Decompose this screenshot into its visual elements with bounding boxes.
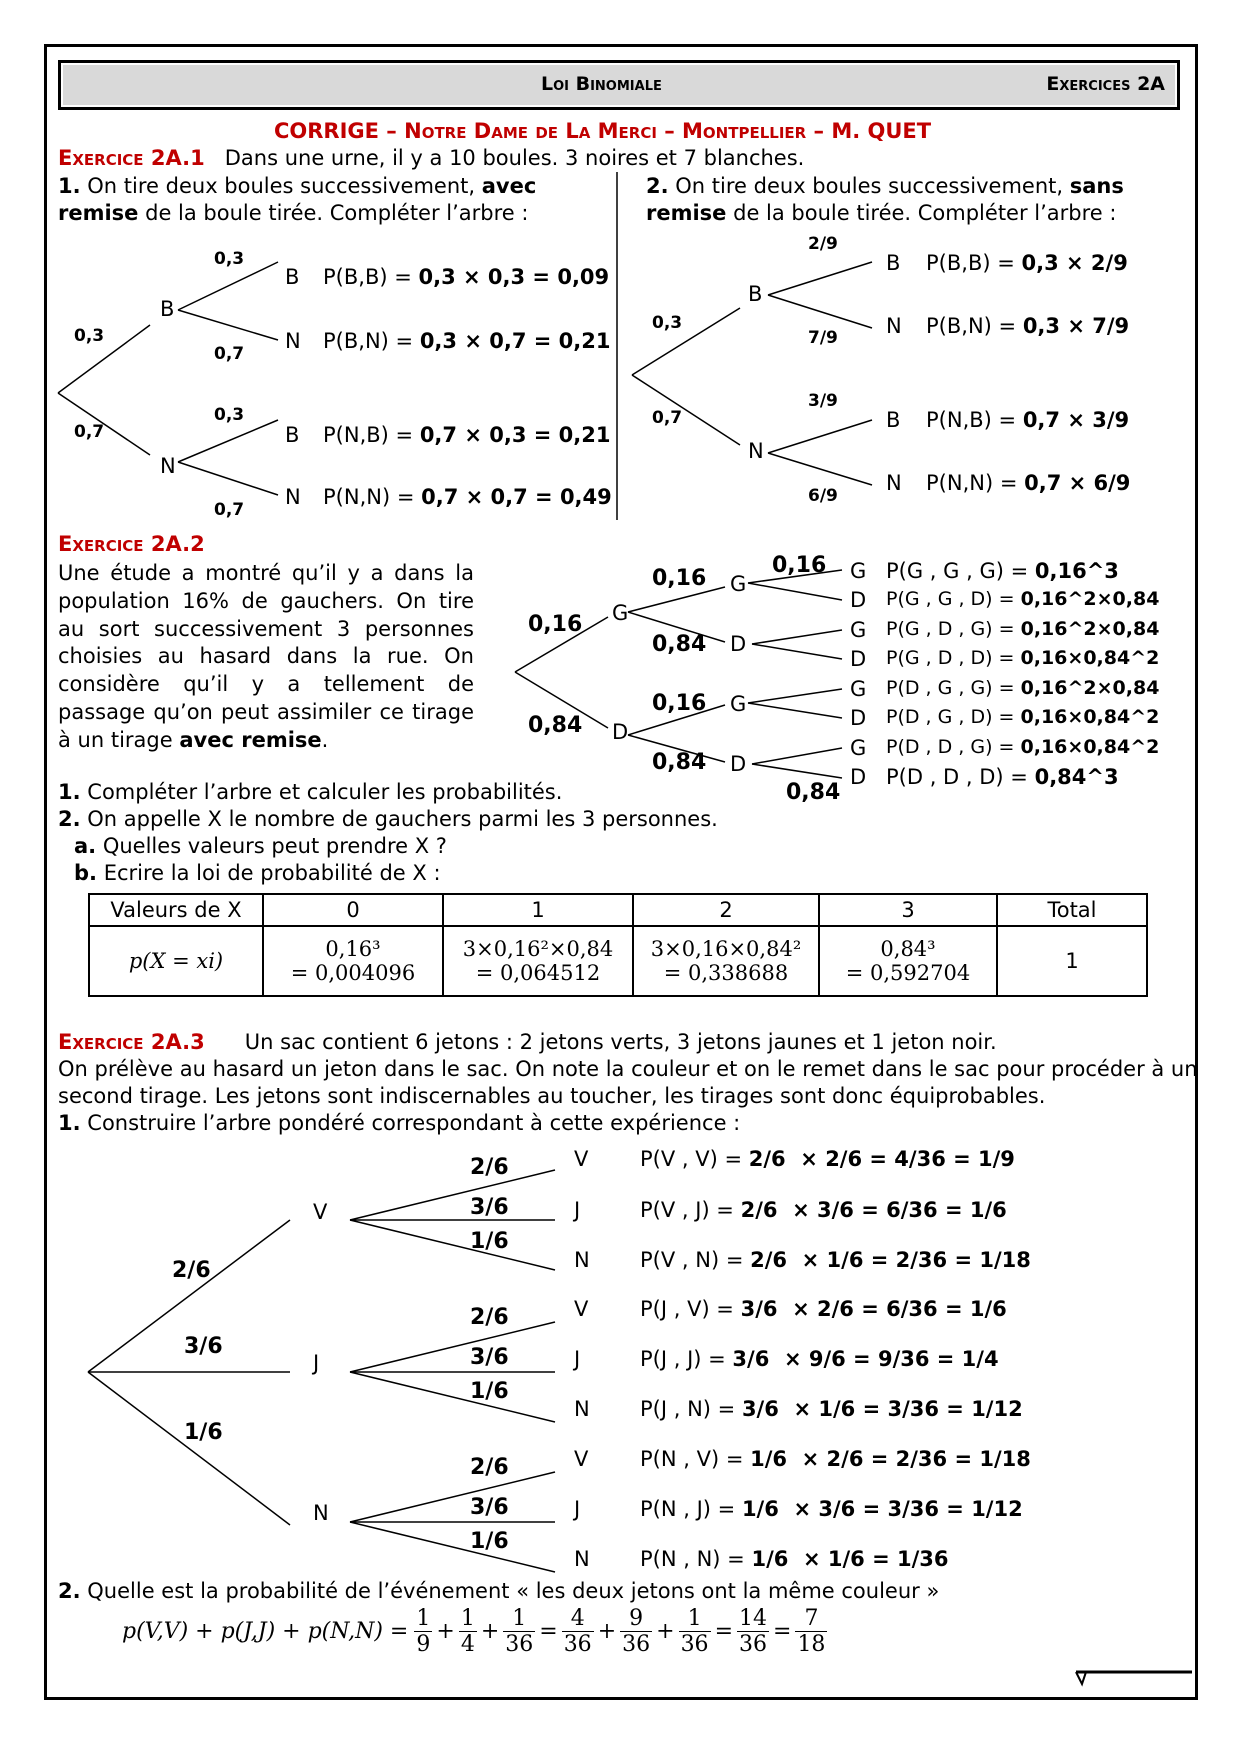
table-row-label: p(X = xi) [89,926,263,996]
t1-leaf-2: N [285,329,301,353]
t2-leaf-4: N [886,471,902,495]
table-header: 3 [819,894,997,926]
ex1-q2-line1: 2. On tire deux boules successivement, sans [646,174,1124,198]
ex3-sub-prob: 3/6 [470,1195,509,1220]
ex3-result-row: P(V , V) = 2/6 × 2/6 = 4/36 = 1/9 [640,1147,1015,1171]
table-header: 2 [633,894,819,926]
operator: + [656,1619,675,1644]
ex3-title: Exercice 2A.3 [58,1030,205,1054]
t1-result-4: P(N,N) = 0,7 × 0,7 = 0,49 [323,485,612,509]
ex3-result-row: P(N , N) = 1/6 × 1/6 = 1/36 [640,1547,949,1571]
ex2-leaf: G [850,736,867,760]
ex2-result-row: P(D , G , G) = 0,16^2×0,84 [886,677,1160,699]
ex3-q2: 2. Quelle est la probabilité de l’événement « les deux jetons ont la même couleur » [58,1579,940,1603]
ex2-p-dd: 0,84 [652,750,707,775]
t2-p-n: 0,7 [652,408,683,428]
t1-result-2: P(B,N) = 0,3 × 0,7 = 0,21 [323,329,611,353]
formula-lhs: p(V,V) + p(J,J) + p(N,N) = [122,1619,409,1644]
t2-leaf-3: B [886,408,901,432]
ex3-sub-prob: 2/6 [470,1155,509,1180]
header-title: Loi Binomiale [541,73,662,95]
ex3-leaf: N [574,1547,590,1571]
fraction: $\frac{9}{36}$ [622,1606,651,1657]
ex3-leaf: N [574,1248,590,1272]
t2-result-4: P(N,N) = 0,7 × 6/9 [926,471,1131,495]
operator: + [597,1619,617,1644]
ex2-result-row: P(G , D , D) = 0,16×0,84^2 [886,647,1160,669]
table-cell: 0,16³ = 0,004096 [263,926,443,996]
ex2-p-g: 0,16 [528,612,583,637]
ex2-node-gg: G [730,572,747,596]
fraction: $\frac{7}{18}$ [797,1606,826,1657]
ex3-line3: second tirage. Les jetons sont indiscernables au toucher, les tirages sont donc équiprobables. [58,1084,1046,1108]
t1-result-1: P(B,B) = 0,3 × 0,3 = 0,09 [323,265,610,289]
operator: + [480,1619,500,1644]
ex3-result-row: P(J , N) = 3/6 × 1/6 = 3/36 = 1/12 [640,1397,1023,1421]
fraction: $\frac{14}{36}$ [739,1606,767,1657]
ex2-p-ddd: 0,84 [786,780,841,805]
ex2-result-row: P(D , D , D) = 0,84^3 [886,765,1119,789]
ex3-intro: Un sac contient 6 jetons : 2 jetons verts, 3 jetons jaunes et 1 jeton noir. [244,1030,997,1054]
ex2-node-gd: D [730,632,747,656]
t1-leaf-4: N [285,485,301,509]
ex3-result-row: P(V , J) = 2/6 × 3/6 = 6/36 = 1/6 [640,1198,1007,1222]
table-header: Valeurs de X [89,894,263,926]
ex3-node-v: V [313,1200,328,1224]
ex3-p-v: 2/6 [172,1258,211,1283]
t2-p-bb: 2/9 [808,234,838,254]
ex3-formula [122,1606,829,1657]
ex3-node-j: J [313,1351,320,1375]
table-cell: 0,84³ = 0,592704 [819,926,997,996]
ex2-node-d: D [612,720,629,744]
fraction: $\frac{1}{4}$ [460,1606,475,1657]
table-cell: 3×0,16×0,84² = 0,338688 [633,926,819,996]
ex3-sub-prob: 1/6 [470,1229,509,1254]
table-header: Total [997,894,1147,926]
ex2-leaf: G [850,677,867,701]
ex3-leaf: N [574,1397,590,1421]
ex3-sub-prob: 3/6 [470,1345,509,1370]
t2-result-3: P(N,B) = 0,7 × 3/9 [926,408,1130,432]
ex2-p-ggg: 0,16 [772,553,827,578]
table-header: 0 [263,894,443,926]
t1-leaf-3: B [285,423,300,447]
fraction: $\frac{4}{36}$ [563,1606,592,1657]
t1-p-bn: 0,7 [214,344,245,364]
t2-p-b: 0,3 [652,313,683,333]
ex3-leaf: V [574,1297,589,1321]
t2-node-b: B [748,282,763,306]
ex3-leaf: V [574,1147,589,1171]
ex2-leaf: G [850,618,867,642]
ex2-node-g: G [612,601,629,625]
t1-p-nb: 0,3 [214,405,245,425]
subtitle: CORRIGE – Notre Dame de La Merci – Montpellier – M. QUET [274,119,932,143]
t1-node-n: N [160,454,176,478]
ex3-sub-prob: 3/6 [470,1495,509,1520]
ex2-p-d: 0,84 [528,713,583,738]
ex3-node-n: N [313,1501,329,1525]
ex2-result-row: P(G , G , D) = 0,16^2×0,84 [886,588,1160,610]
t2-p-bn: 7/9 [808,328,838,348]
ex2-p-dg: 0,16 [652,691,707,716]
operator: + [436,1619,455,1644]
t2-leaf-1: B [886,251,901,275]
ex3-sub-prob: 2/6 [470,1305,509,1330]
table-cell: 3×0,16²×0,84 = 0,064512 [443,926,633,996]
ex2-title: Exercice 2A.2 [58,532,205,556]
ex3-result-row: P(N , V) = 1/6 × 2/6 = 2/36 = 1/18 [640,1447,1031,1471]
ex2-qa: a. Quelles valeurs peut prendre X ? [74,834,447,858]
ex3-sub-prob: 1/6 [470,1529,509,1554]
ex3-leaf: J [574,1497,581,1521]
ex2-leaf: D [850,765,867,789]
t2-node-n: N [748,439,764,463]
ex1-title: Exercice 2A.1 [58,146,205,170]
ex3-sub-prob: 1/6 [470,1379,509,1404]
ex2-leaf: D [850,706,867,730]
ex3-leaf: J [574,1347,581,1371]
t2-p-nb: 3/9 [808,391,838,411]
ex2-qb: b. Ecrire la loi de probabilité de X : [74,861,441,885]
t1-result-3: P(N,B) = 0,7 × 0,3 = 0,21 [323,423,611,447]
ex3-result-row: P(J , V) = 3/6 × 2/6 = 6/36 = 1/6 [640,1297,1007,1321]
fraction: $\frac{1}{36}$ [680,1606,709,1657]
t2-leaf-2: N [886,314,902,338]
ex3-line2: On prélève au hasard un jeton dans le sac. On note la couleur et on le remet dans le sac pour procéder à un [58,1057,1198,1081]
ex3-p-j: 3/6 [184,1334,223,1359]
ex2-node-dg: G [730,692,747,716]
t1-leaf-1: B [285,265,300,289]
ex2-q2: 2. On appelle X le nombre de gauchers parmi les 3 personnes. [58,807,718,831]
fraction: $\frac{1}{9}$ [416,1606,431,1657]
t1-p-b: 0,3 [74,326,105,346]
t2-p-nn: 6/9 [808,486,838,506]
t1-p-n: 0,7 [74,422,105,442]
ex2-result-row: P(D , D , G) = 0,16×0,84^2 [886,736,1160,758]
ex1-q1-line1: 1. On tire deux boules successivement, avec [58,174,537,198]
ex3-leaf: V [574,1447,589,1471]
ex1-q2-line2: remise de la boule tirée. Compléter l’arbre : [646,201,1117,225]
ex2-leaf: D [850,588,867,612]
operator: = [539,1619,558,1644]
ex2-p-gg: 0,16 [652,566,707,591]
ex2-q1: 1. Compléter l’arbre et calculer les probabilités. [58,780,563,804]
ex3-result-row: P(J , J) = 3/6 × 9/6 = 9/36 = 1/4 [640,1347,999,1371]
ex2-leaf: D [850,647,867,671]
ex3-leaf: J [574,1198,581,1222]
ex2-p-gd: 0,84 [652,632,707,657]
ex3-p-n: 1/6 [184,1420,223,1445]
fraction: $\frac{1}{36}$ [505,1606,534,1657]
ex3-q1: 1. Construire l’arbre pondéré correspondant à cette expérience : [58,1111,741,1135]
ex3-result-row: P(V , N) = 2/6 × 1/6 = 2/36 = 1/18 [640,1248,1031,1272]
formula-rhs [412,1606,829,1657]
ex2-statement: Une étude a montré qu’il y a dans la population 16% de gauchers. On tire au sort successivement 3 personnes choisies au hasard dans la rue. On considère qu’il y a tellement de passage qu’on peut assimiler ce tirage à un tirage avec remise. [58,561,474,752]
ex2-leaf: G [850,559,867,583]
t2-result-1: P(B,B) = 0,3 × 2/9 [926,251,1128,275]
ex1-q1-line2: remise de la boule tirée. Compléter l’arbre : [58,201,529,225]
t1-p-bb: 0,3 [214,249,245,269]
ex2-result-row: P(D , G , D) = 0,16×0,84^2 [886,706,1160,728]
ex3-result-row: P(N , J) = 1/6 × 3/6 = 3/36 = 1/12 [640,1497,1023,1521]
ex3-sub-prob: 2/6 [470,1455,509,1480]
operator: = [773,1619,792,1644]
ex2-result-row: P(G , D , G) = 0,16^2×0,84 [886,618,1160,640]
table-cell-total: 1 [997,926,1147,996]
t2-result-2: P(B,N) = 0,3 × 7/9 [926,314,1130,338]
operator: = [714,1619,733,1644]
t1-p-nn: 0,7 [214,500,245,520]
t1-node-b: B [160,297,175,321]
table-header: 1 [443,894,633,926]
header-section: Exercices 2A [1046,73,1165,95]
ex2-result-row: P(G , G , G) = 0,16^3 [886,559,1119,583]
ex1-intro: Dans une urne, il y a 10 boules. 3 noires et 7 blanches. [224,146,805,170]
ex2-node-dd: D [730,752,747,776]
